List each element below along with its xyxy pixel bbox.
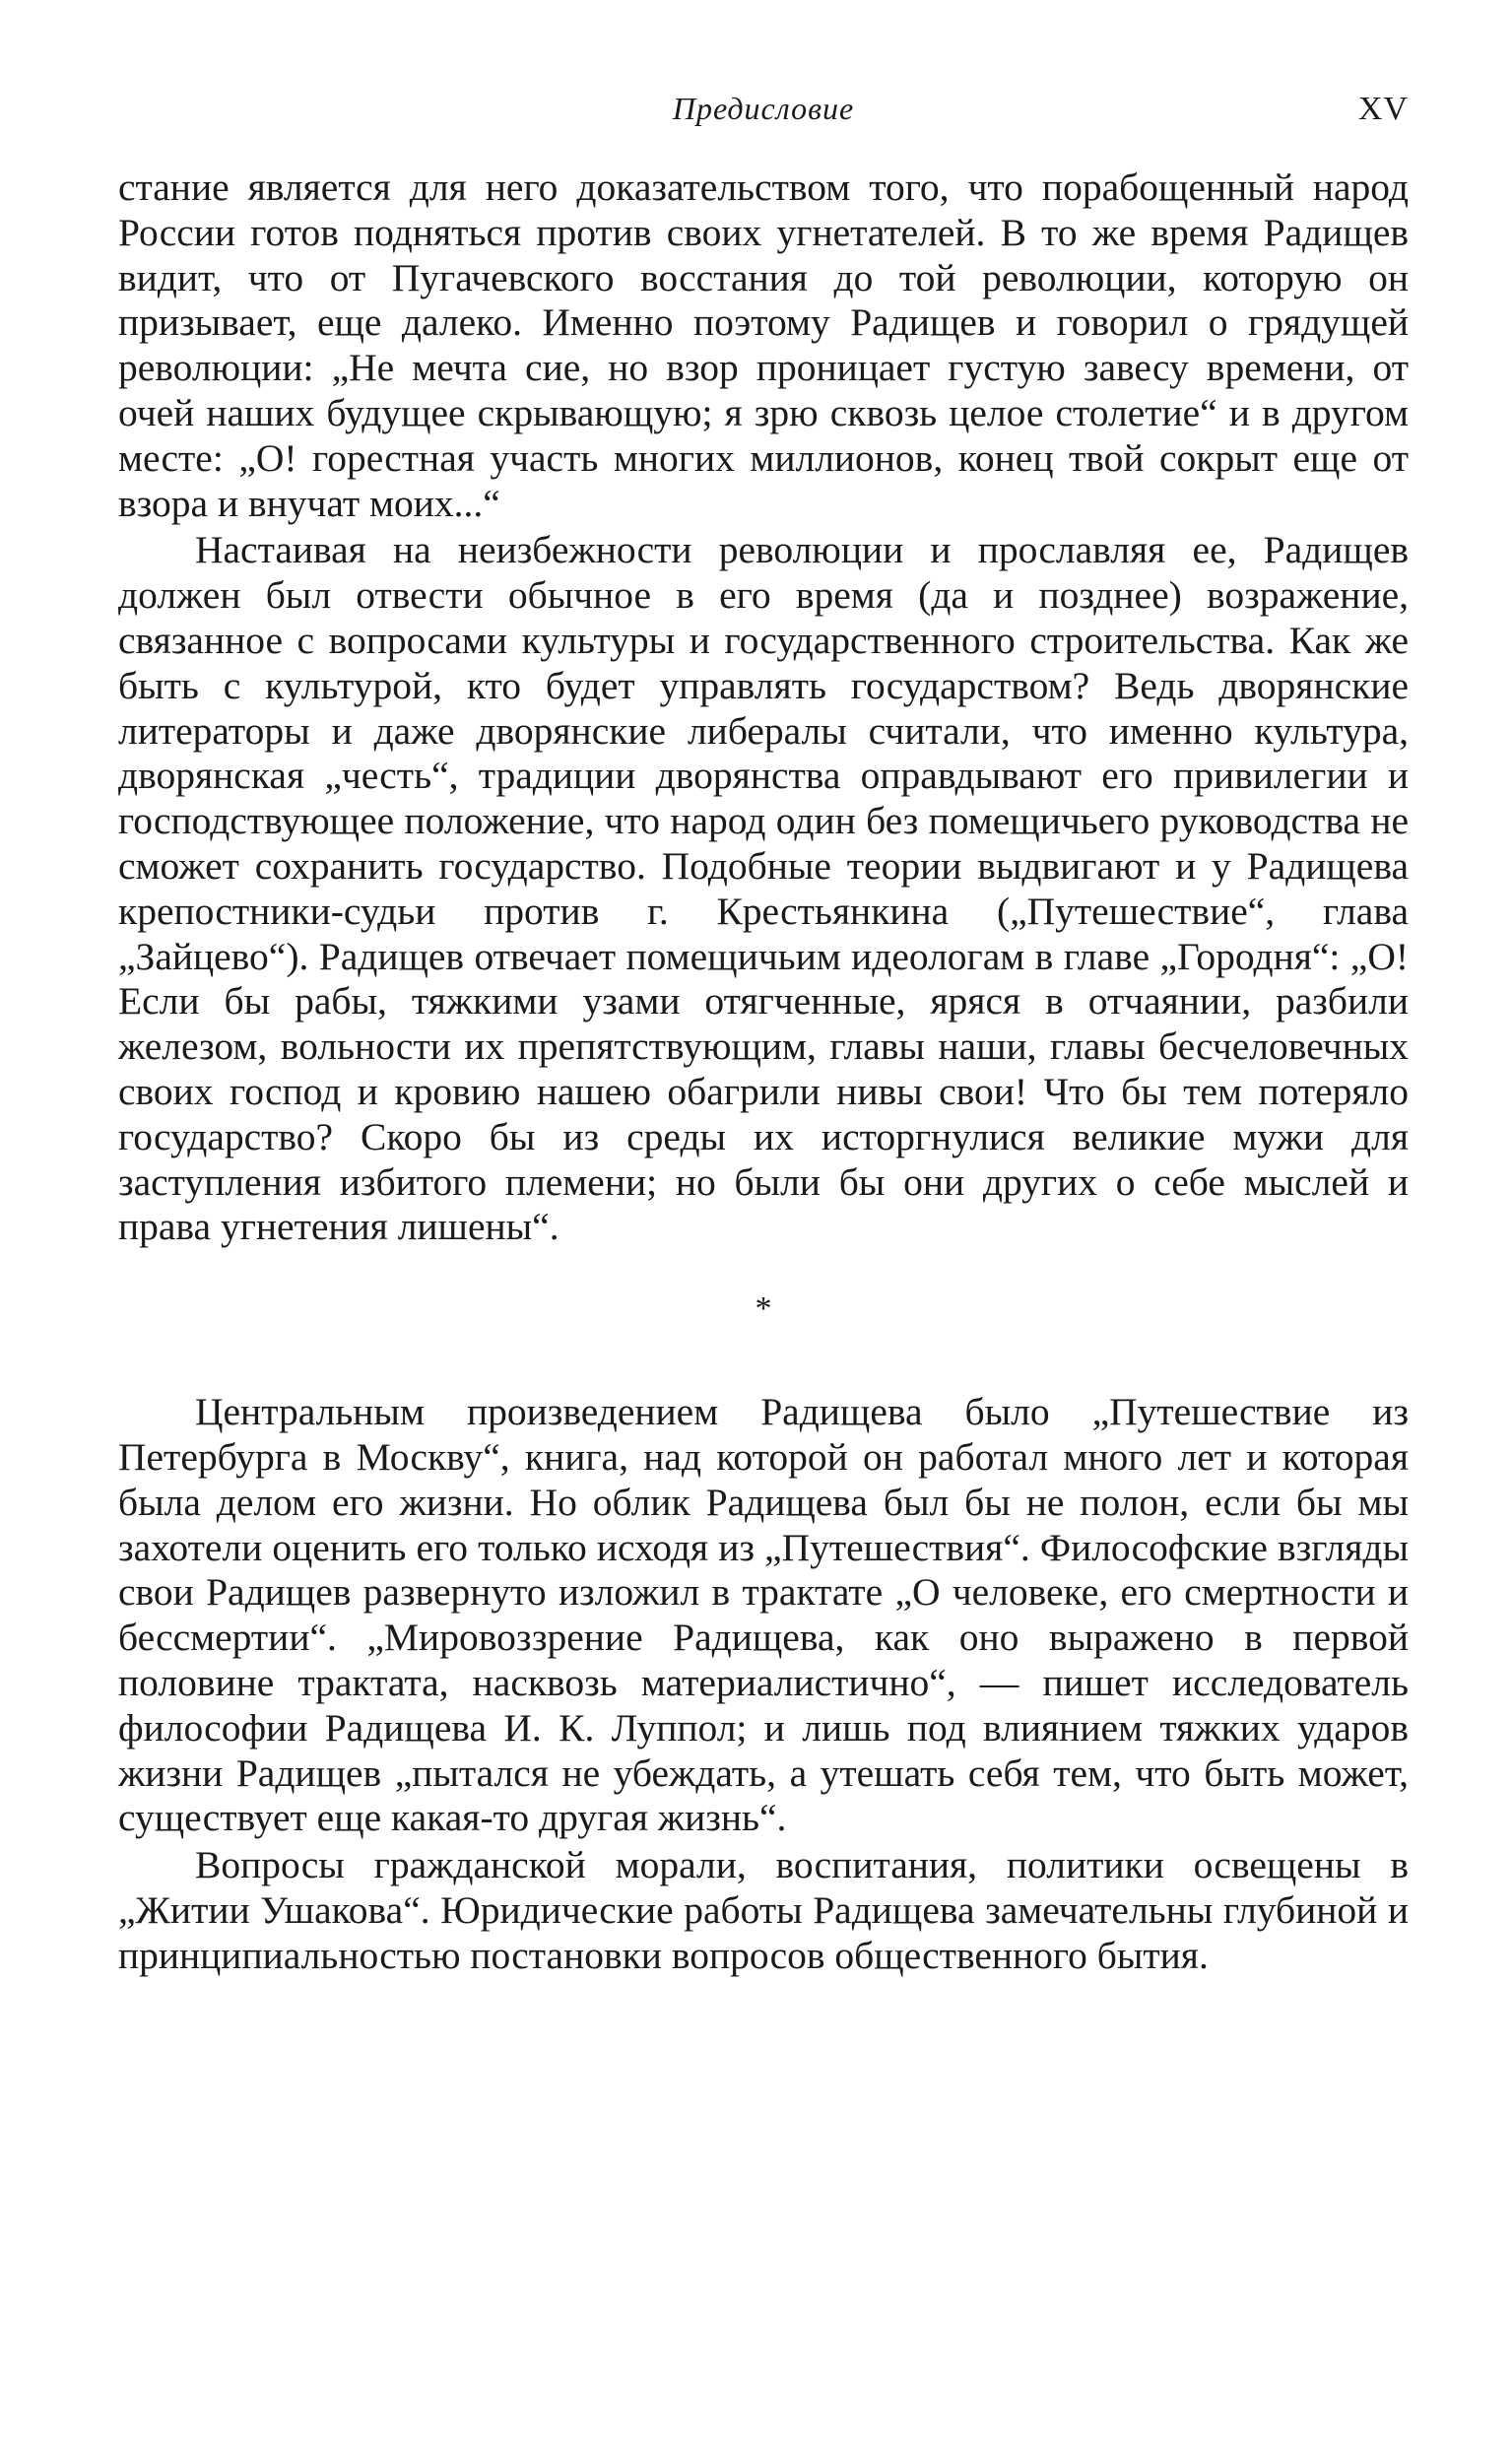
page-number: XV [1357,91,1409,127]
paragraph-continuation: стание является для него доказательством того, что порабощенный народ России готов подняться против своих угнетателей. В то же время Радищев видит, что от Пугачевского восстания до той революции, которую он призывает, еще далеко. Именно поэтому Радищев и говорил о грядущей революции: „Не мечта сие, но взор проницает густую завесу времени, от очей наших будущее скрывающую; я зрю сквозь целое столетие“ и в другом месте: „О! горестная участь многих миллионов, конец твой сокрыт еще от взора и внучат моих...“ [118,165,1409,525]
paragraph: Вопросы гражданской морали, воспитания, политики освещены в „Житии Ушакова“. Юридические работы Радищева замечательны глубиной и принципиальностью постановки вопросов общественного бытия. [118,1843,1409,1977]
book-page [118,91,1409,1978]
paragraph: Настаивая на неизбежности революции и прославляя ее, Радищев должен был отвести обычное в его время (да и позднее) возражение, связанное с вопросами культуры и государственного строительства. Как же быть с культурой, кто будет управлять государством? Ведь дворянские литераторы и даже дворянские либералы считали, что именно культура, дворянская „честь“, традиции дворянства оправдывают его привилегии и господствующее положение, что народ один без помещичьего руководства не сможет сохранить государство. Подобные теории выдвигают и у Радищева крепостники-судьи против г. Крестьянкина („Путешествие“, глава „Зайцево“). Радищев отвечает помещичьим идеологам в главе „Городня“: „О! Если бы рабы, тяжкими узами отягченные, яряся в отчаянии, разбили железом, вольности их препятствующим, главы наши, главы бесчеловечных своих господ и кровию нашею обагрили нивы свои! Что бы тем потеряло государство? Скоро бы из среды их исторгнулися великие мужи для заступления избитого племени; но были бы они других о себе мыслей и права угнетения лишены“. [118,528,1409,1249]
paragraph: Центральным произведением Радищева было „Путешествие из Петербурга в Москву“, книга, над которой он работал много лет и которая была делом его жизни. Но облик Радищева был бы не полон, если бы мы захотели оценить его только исходя из „Путешествия“. Философские взгляды свои Радищев развернуто изложил в трактате „О человеке, его смертности и бессмертии“. „Мировоззрение Радищева, как оно выражено в первой половине трактата, насквозь материалистично“, — пишет исследователь философии Радищева И. К. Луппол; и лишь под влиянием тяжких ударов жизни Радищев „пытался не убеждать, а утешать себя тем, что быть может, существует еще какая-то другая жизнь“. [118,1390,1409,1840]
body-text [118,165,1409,1978]
running-title: Предисловие [672,91,855,126]
page-header [118,91,1409,150]
section-separator: * [755,1290,772,1328]
